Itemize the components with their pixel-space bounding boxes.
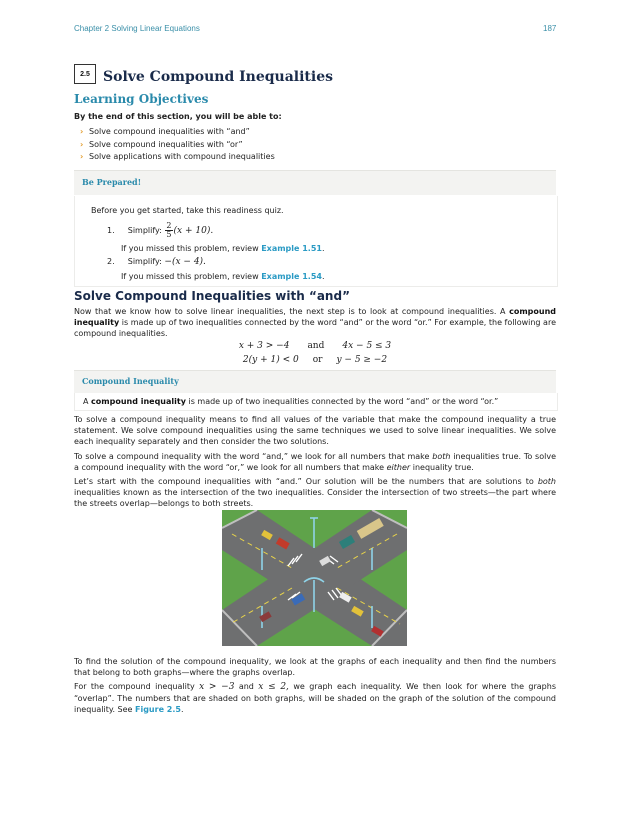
question-expression: −(x − 4). — [164, 257, 206, 267]
learning-objectives-title: Learning Objectives — [74, 92, 209, 106]
definition-header — [74, 370, 556, 393]
figure-link[interactable]: Figure 2.5 — [135, 705, 181, 714]
paragraph-graphs: To find the solution of the compound inequality, we look at the graphs of each inequality and then find the numbers that belong to both graphs—where the graphs overlap. — [74, 657, 556, 677]
running-head-chapter: Chapter 2 Solving Linear Equations — [74, 24, 200, 33]
math-line-1: x + 3 > −4 and 4x − 5 ≤ 3 — [238, 341, 392, 351]
definition-title: Compound Inequality — [82, 376, 179, 386]
question-label: Simplify: — [127, 226, 162, 235]
be-prepared-title: Be Prepared! — [82, 177, 142, 187]
page-number: 187 — [543, 24, 557, 33]
be-prepared-header — [74, 170, 556, 195]
quiz-question-2 — [107, 257, 206, 267]
objective-item: › Solve applications with compound inequalities — [80, 151, 275, 164]
section-title: Solve Compound Inequalities — [103, 69, 334, 85]
example-link[interactable]: Example 1.54 — [261, 272, 322, 281]
be-prepared-intro: Before you get started, take this readiness quiz. — [91, 206, 284, 215]
subsection-title: Solve Compound Inequalities with “and” — [74, 289, 350, 303]
fraction: $\frac{2}{5}$ — [166, 221, 172, 239]
question-expression: (x + 10). — [173, 226, 214, 236]
objectives-list — [80, 126, 275, 164]
definition-text: A compound inequality is made up of two inequalities connected by the word “and” or the word “or.” — [83, 397, 499, 406]
math-line-2: 2(y + 1) < 0 or y − 5 ≥ −2 — [242, 355, 388, 365]
definition-box — [74, 393, 558, 411]
paragraph-solve: To solve a compound inequality means to find all values of the variable that make the compound inequality a true statement. We solve compound inequalities using the same techniques we used to solve linear inequalities. We solve each inequality separately and then consider the two solutions. — [74, 415, 556, 446]
question-number: 2. — [107, 257, 115, 266]
be-prepared-box — [74, 196, 558, 287]
street-intersection-illustration — [222, 510, 407, 646]
objective-item: › Solve compound inequalities with “or” — [80, 139, 275, 152]
quiz-review-1: If you missed this problem, review Example 1.51. — [121, 244, 325, 253]
question-label: Simplify: — [127, 257, 162, 266]
question-number: 1. — [107, 226, 115, 235]
paragraph-and-or: To solve a compound inequality with the word “and,” we look for all numbers that make both inequalities true. To solve a compound inequality with the word “or,” we look for all numbers that make either inequality true. — [74, 452, 557, 472]
quiz-question-1 — [107, 222, 213, 239]
example-link[interactable]: Example 1.51 — [261, 244, 322, 253]
learning-objectives-intro: By the end of this section, you will be able to: — [74, 112, 282, 121]
paragraph-intersection: Let’s start with the compound inequalities with “and.” Our solution will be the numbers that are solutions to both inequalities known as the intersection of the two inequalities. Consider the intersection of two streets—the part where the streets overlap—belongs to both streets. — [74, 477, 556, 508]
objective-item: › Solve compound inequalities with “and” — [80, 126, 275, 139]
paragraph-example: For the compound inequality x > −3 and x ≤ 2, we graph each inequality. We then look for where the graphs “overlap”. The numbers that are shaded on both graphs, will be shaded on the graph of the solution of the compound inequality. See Figure 2.5. — [74, 682, 556, 714]
quiz-review-2: If you missed this problem, review Example 1.54. — [121, 272, 325, 281]
paragraph-intro: Now that we know how to solve linear inequalities, the next step is to look at compound inequalities. A compound inequality is made up of two inequalities connected by the word “and” or the word “or.” For example, the following are compound inequalities. — [74, 307, 556, 338]
section-number-badge: 2.5 — [74, 64, 96, 84]
